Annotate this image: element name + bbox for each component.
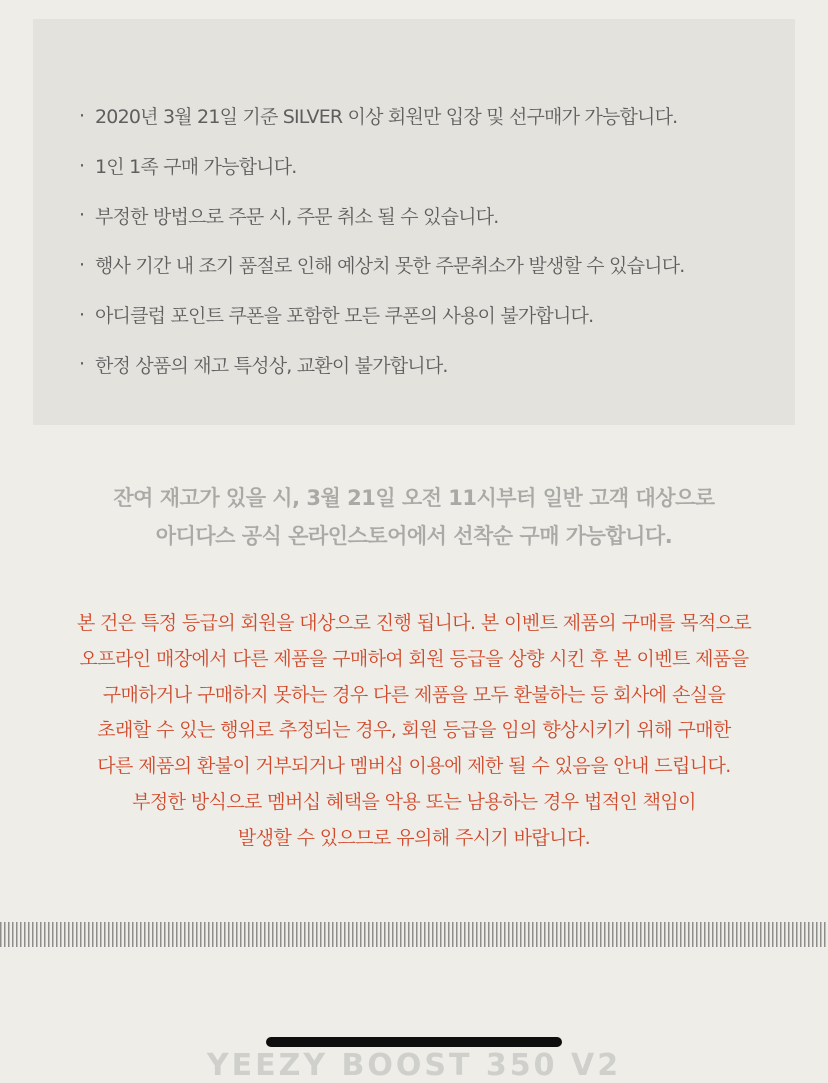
notice-item-text: 1인 1족 구매 가능합니다. — [95, 156, 297, 179]
warning-line: 다른 제품의 환불이 거부되거나 멤버십 이용에 제한 될 수 있음을 안내 드립니다. — [97, 755, 731, 778]
notice-item — [79, 339, 779, 389]
info-line: 잔여 재고가 있을 시, 3월 21일 오전 11시부터 일반 고객 대상으로 — [113, 486, 715, 510]
notice-item-text: 부정한 방법으로 주문 시, 주문 취소 될 수 있습니다. — [95, 205, 499, 228]
warning-line: 초래할 수 있는 행위로 추정되는 경우, 회원 등급을 임의 향상시키기 위해 구매한 — [97, 719, 731, 742]
notice-item-text: 아디클럽 포인트 쿠폰을 포함한 모든 쿠폰의 사용이 불가합니다. — [95, 305, 594, 328]
notice-list — [79, 91, 779, 389]
warning-line: 본 건은 특정 등급의 회원을 대상으로 진행 됩니다. 본 이벤트 제품의 구매를 목적으로 — [76, 612, 752, 634]
notice-item — [79, 290, 779, 340]
membership-warning — [0, 606, 828, 857]
bullet-icon: · — [79, 303, 85, 326]
notice-item-text: 2020년 3월 21일 기준 SILVER 이상 회원만 입장 및 선구매가 가능합니다. — [95, 106, 678, 129]
bullet-icon: · — [79, 204, 85, 227]
warning-line: 오프라인 매장에서 다른 제품을 구매하여 회원 등급을 상향 시킨 후 본 이벤트 제품을 — [79, 647, 749, 670]
notice-item — [79, 190, 779, 240]
home-indicator[interactable] — [266, 1037, 562, 1047]
stripe-divider — [0, 922, 828, 947]
warning-line: 구매하거나 구매하지 못하는 경우 다른 제품을 모두 환불하는 등 회사에 손실을 — [102, 683, 726, 706]
notice-item-text: 행사 기간 내 조기 품절로 인해 예상치 못한 주문취소가 발생할 수 있습니다. — [95, 255, 685, 278]
warning-line: 발생할 수 있으므로 유의해 주시기 바랍니다. — [237, 826, 591, 849]
bullet-icon: · — [79, 104, 85, 127]
notice-item-text: 한정 상품의 재고 특성상, 교환이 불가합니다. — [95, 354, 448, 377]
notice-item — [79, 141, 779, 191]
info-line: 아디다스 공식 온라인스토어에서 선착순 구매 가능합니다. — [155, 524, 673, 548]
bullet-icon: · — [79, 253, 85, 276]
notice-box — [33, 19, 795, 425]
notice-item — [79, 91, 779, 141]
product-title: YEEZY BOOST 350 V2 — [206, 1048, 622, 1083]
general-sale-info — [0, 479, 828, 555]
notice-item — [79, 240, 779, 290]
warning-line: 부정한 방식으로 멤버십 혜택을 악용 또는 남용하는 경우 법적인 책임이 — [132, 790, 696, 813]
bullet-icon: · — [79, 353, 85, 376]
bullet-icon: · — [79, 154, 85, 177]
